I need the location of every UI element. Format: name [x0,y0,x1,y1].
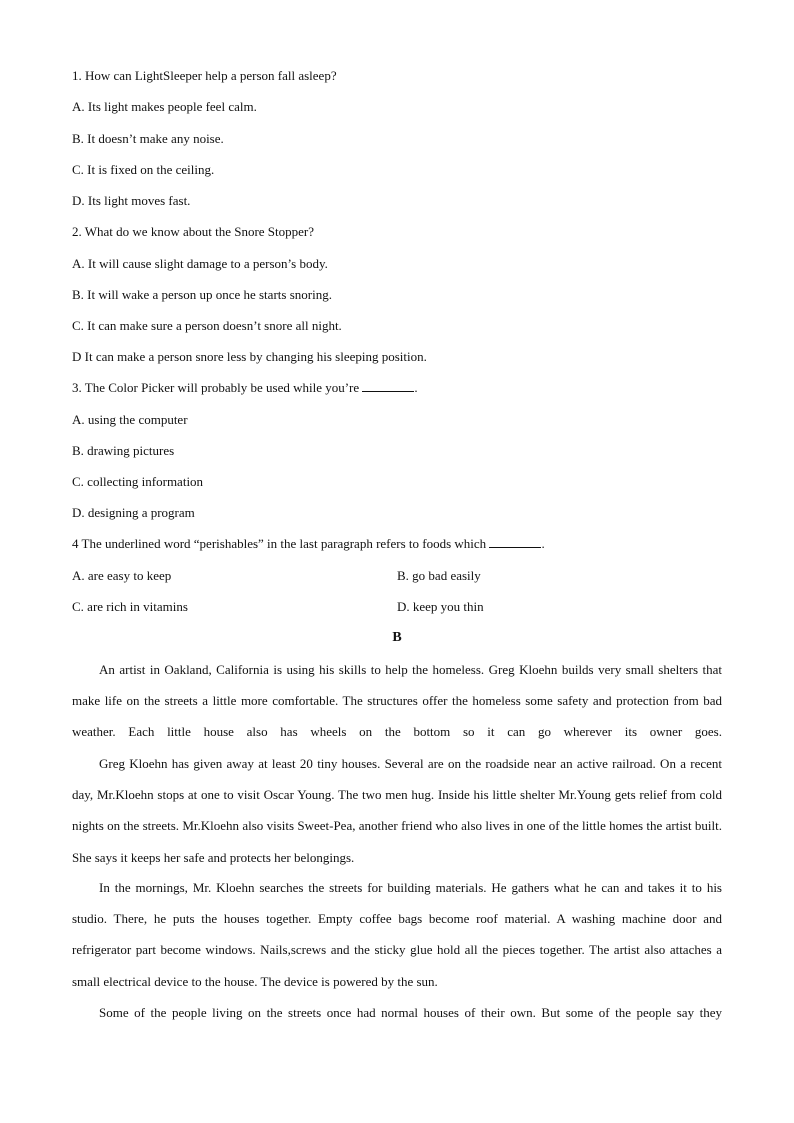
question-4-option-b: B. go bad easily [397,568,481,583]
passage-paragraph-1: An artist in Oakland, California is using his skills to help the homeless. Greg Kloehn builds very small shelters that make life on the streets a little more comfortable. The structures offer the homeless some safety and protection from bad weather. Each little house also has wheels on the bottom so it can go wherever its owner goes. [72,662,722,740]
question-3-option-b: B. drawing pictures [72,443,175,458]
passage-paragraph-3: In the mornings, Mr. Kloehn searches the streets for building materials. He gathers what he can and takes it to his studio. There, he puts the houses together. Empty coffee bags become roof material. A washing machine door and refrigerator part become windows. Nails,screws and the sticky glue hold all the pieces together. The artist also attaches a small electrical device to the house. The device is powered by the sun. [72,880,722,989]
answer-blank [489,536,541,548]
question-2-option-a: A. It will cause slight damage to a person’s body. [72,256,328,271]
question-4-stem-end: . [541,536,545,551]
question-2-option-c: C. It can make sure a person doesn’t snore all night. [72,318,342,333]
question-3-stem-end: . [414,380,418,395]
question-2-option-b: B. It will wake a person up once he starts snoring. [72,287,332,302]
question-1-option-c: C. It is fixed on the ceiling. [72,162,215,177]
passage-paragraph-2: Greg Kloehn has given away at least 20 tiny houses. Several are on the roadside near an active railroad. On a recent day, Mr.Kloehn stops at one to visit Oscar Young. The two men hug. Inside his little shelter Mr.Young gets relief from cold nights on the streets. Mr.Kloehn also visits Sweet-Pea, another friend who also lives in one of the little homes the artist built. She says it keeps her safe and protects her belongings. [72,756,722,865]
question-2-stem: 2. What do we know about the Snore Stopper? [72,224,315,239]
question-3-option-d: D. designing a program [72,505,195,520]
question-3-option-c: C. collecting information [72,474,204,489]
question-1-stem: 1. How can LightSleeper help a person fall asleep? [72,68,337,83]
question-1-option-a: A. Its light makes people feel calm. [72,99,257,114]
answer-blank [362,380,414,392]
question-4-option-a: A. are easy to keep [72,568,172,583]
question-3-option-a: A. using the computer [72,412,188,427]
question-3-stem-line [72,380,418,396]
question-4-stem-line [72,536,545,552]
passage-paragraph-4: Some of the people living on the streets once had normal houses of their own. But some of the people say they [99,1005,722,1020]
question-4-stem: 4 The underlined word “perishables” in the last paragraph refers to foods which [72,536,487,551]
question-2-option-d: D It can make a person snore less by changing his sleeping position. [72,349,427,364]
question-1-option-b: B. It doesn’t make any noise. [72,131,224,146]
question-3-stem: 3. The Color Picker will probably be used while you’re [72,380,360,395]
section-title: B [392,630,402,645]
question-1-option-d: D. Its light moves fast. [72,193,191,208]
question-4-option-c: C. are rich in vitamins [72,599,188,614]
question-4-option-d: D. keep you thin [397,599,484,614]
